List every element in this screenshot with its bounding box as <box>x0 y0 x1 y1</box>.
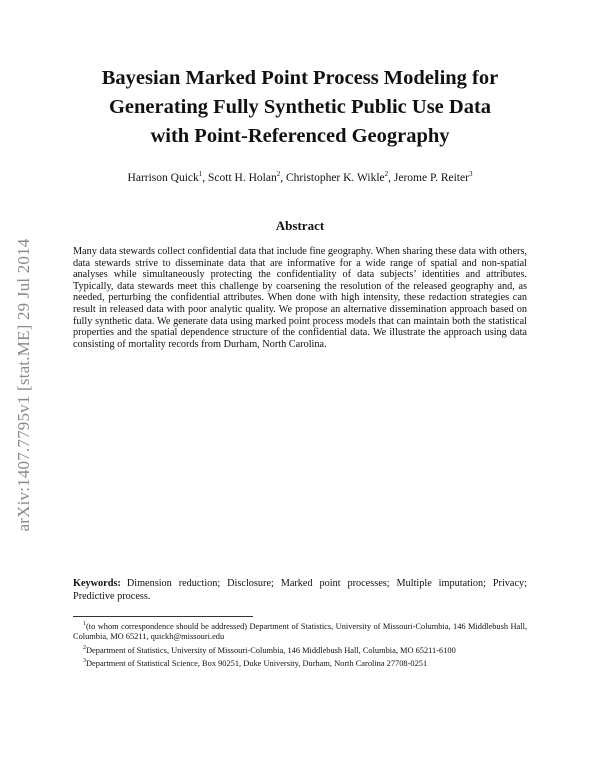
affiliation-mark: 3 <box>468 170 473 178</box>
author-name: Scott H. Holan <box>208 171 277 184</box>
affiliation-mark: 2 <box>384 170 389 178</box>
affiliation-mark: 2 <box>276 170 281 178</box>
title-line: with Point-Referenced Geography <box>150 125 450 147</box>
footnote-text: (to whom correspondence should be addressed) Department of Statistics, University of Missouri-Columbia, 146 Middlebush Hall, Columbia, MO 65211, quickh@missouri.edu <box>73 621 527 642</box>
footnote <box>73 619 527 643</box>
arxiv-side-stamp <box>6 210 42 560</box>
footnote-mark: 2 <box>83 644 86 651</box>
title-line: Generating Fully Synthetic Public Use Data <box>108 96 492 118</box>
paper-title <box>60 64 540 151</box>
footnote-divider <box>73 616 253 617</box>
author-name: Christopher K. Wikle <box>285 171 385 184</box>
author-name: Jerome P. Reiter <box>393 171 469 184</box>
footnote-text: Department of Statistical Science, Box 90251, Duke University, Durham, North Carolina 27708-0251 <box>86 658 428 668</box>
keywords <box>73 578 527 603</box>
keywords-label: Keywords: <box>73 578 121 589</box>
footnote-mark: 1 <box>83 621 86 627</box>
abstract-body: Many data stewards collect confidential data that include fine geography. When sharing these data with others, data stewards strive to disseminate data that are informative for a wide range of spatial and non-spatial analyses while simultaneously protecting the confidentiality of data subjects’ identities and attributes. Typically, data stewards meet this challenge by coarsening the resolution of the released geography and, as needed, perturbing the confidential attributes. When done with high intensity, these redaction strategies can result in released data with poor analytic quality. We propose an alternative dissemination approach based on fully synthetic data. We generate data using marked point process models that can maintain both the statistical properties and the spatial dependence structure of the confidential data. We illustrate the approach using data consisting of mortality records from Durham, North Carolina. <box>73 246 527 350</box>
footnotes <box>73 619 527 669</box>
affiliation-mark: 1 <box>198 170 203 178</box>
abstract-heading: Abstract <box>275 218 325 233</box>
author-name: Harrison Quick <box>127 171 199 184</box>
keywords-text: Dimension reduction; Disclosure; Marked point processes; Multiple imputation; Privacy; Predictive process. <box>73 578 527 602</box>
author-list: Harrison Quick$^1$, Scott H. Holan$^2$, Christopher K. Wikle$^2$, Jerome P. Reiter$^3$ <box>127 170 473 184</box>
footnote <box>73 643 527 656</box>
footnote-mark: 3 <box>83 657 86 664</box>
arxiv-identifier: arXiv:1407.7795v1 [stat.ME] 29 Jul 2014 <box>14 238 33 532</box>
footnote <box>73 656 527 669</box>
footnote-text: Department of Statistics, University of Missouri-Columbia, 146 Middlebush Hall, Columbia, MO 65211-6100 <box>86 645 456 655</box>
title-line: Bayesian Marked Point Process Modeling for <box>101 67 499 89</box>
